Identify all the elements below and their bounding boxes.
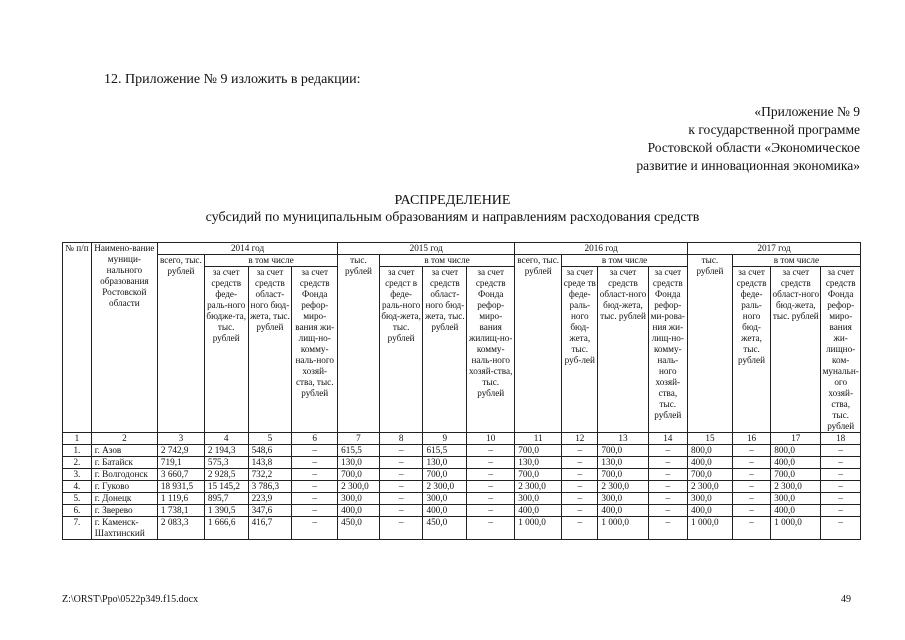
value-cell: – [648,481,688,493]
header-fund: за счет средств Фонда рефор-ми-рова-ния жи-лищ-но-комму-наль-ного хозяй-ства, тыс. рублей [648,267,688,433]
value-cell: 18 931,5 [157,481,204,493]
municipality-name: г. Азов [91,445,157,457]
value-cell: 1 000,0 [688,517,733,540]
header-year: 2017 год [688,243,861,255]
value-cell: 615,5 [423,445,467,457]
column-number: 13 [598,433,648,445]
value-cell: 130,0 [515,457,562,469]
value-cell: 300,0 [338,493,380,505]
value-cell: 700,0 [515,445,562,457]
municipality-name: г. Каменск-Шахтинский [91,517,157,540]
header-incl: в том числе [562,255,688,267]
value-cell: – [821,505,861,517]
value-cell: – [379,493,423,505]
table-row [63,445,861,457]
table-row [63,493,861,505]
table-row [63,517,861,540]
value-cell: 575,3 [204,457,248,469]
column-number: 9 [423,433,467,445]
value-cell: 895,7 [204,493,248,505]
column-number: 18 [821,433,861,445]
header-row-years [63,243,861,255]
value-cell: 450,0 [338,517,380,540]
annex-line-4: развитие и инновационная экономика» [636,158,860,173]
value-cell: 400,0 [598,505,648,517]
value-cell: – [562,493,598,505]
row-number: 6. [63,505,92,517]
value-cell: – [732,469,770,481]
value-cell: 2 300,0 [771,481,821,493]
row-number: 5. [63,493,92,505]
value-cell: – [379,469,423,481]
value-cell: 2 083,3 [157,517,204,540]
value-cell: – [467,493,515,505]
value-cell: – [292,517,338,540]
value-cell: 300,0 [423,493,467,505]
value-cell: 700,0 [338,469,380,481]
value-cell: – [467,469,515,481]
header-total: всего, тыс. рублей [157,255,204,433]
column-number: 12 [562,433,598,445]
value-cell: – [379,481,423,493]
column-number: 16 [732,433,770,445]
value-cell: 130,0 [598,457,648,469]
header-fund: за счет средств Фонда рефор-миро-вания жилищ-но-комму-наль-ного хозяй-ства, тыс. рублей [467,267,515,433]
header-regional: за счет средств област-ного бюд-жета, тыс. рублей [248,267,292,433]
value-cell: 400,0 [771,505,821,517]
value-cell: – [821,481,861,493]
value-cell: – [379,505,423,517]
column-number: 5 [248,433,292,445]
page-number: 49 [841,594,851,605]
annex-line-1: «Приложение № 9 [754,104,860,119]
value-cell: – [467,445,515,457]
document-title: РАСПРЕДЕЛЕНИЕ [394,193,511,208]
value-cell: – [379,445,423,457]
header-year: 2016 год [515,243,688,255]
value-cell: – [292,445,338,457]
value-cell: 719,1 [157,457,204,469]
value-cell: – [821,445,861,457]
header-name: Наимено-вание муници-нального образования Ростовской области [91,243,157,433]
row-number: 3. [63,469,92,481]
column-number-row [63,433,861,445]
subsidy-table [62,242,861,540]
header-federal: за счет средств феде-раль-ного бюд-жета, тыс. рублей [732,267,770,433]
header-regional: за счет средств област-ного бюд-жета, тыс. рублей [598,267,648,433]
row-number: 7. [63,517,92,540]
value-cell: – [379,517,423,540]
value-cell: 400,0 [771,457,821,469]
value-cell: 2 300,0 [688,481,733,493]
value-cell: – [562,457,598,469]
value-cell: 800,0 [688,445,733,457]
value-cell: 300,0 [598,493,648,505]
value-cell: – [292,457,338,469]
header-incl: в том числе [732,255,860,267]
value-cell: 2 300,0 [515,481,562,493]
intro-text: 12. Приложение № 9 изложить в редакции: [104,72,361,87]
value-cell: – [648,445,688,457]
value-cell: – [562,469,598,481]
table-row [63,505,861,517]
row-number: 4. [63,481,92,493]
value-cell: 400,0 [688,457,733,469]
header-year: 2014 год [157,243,337,255]
value-cell: 130,0 [423,457,467,469]
value-cell: 300,0 [515,493,562,505]
column-number: 8 [379,433,423,445]
header-total: тыс. рублей [688,255,733,433]
value-cell: 1 000,0 [598,517,648,540]
header-federal: за счет средст в феде-раль-ного бюд-жета, тыс. рублей [379,267,423,433]
value-cell: – [648,517,688,540]
value-cell: – [821,457,861,469]
value-cell: 1 738,1 [157,505,204,517]
value-cell: 1 390,5 [204,505,248,517]
column-number: 2 [91,433,157,445]
value-cell: 3 660,7 [157,469,204,481]
column-number: 1 [63,433,92,445]
table-row [63,481,861,493]
value-cell: 300,0 [771,493,821,505]
value-cell: 15 145,2 [204,481,248,493]
value-cell: – [562,505,598,517]
value-cell: 2 194,3 [204,445,248,457]
column-number: 10 [467,433,515,445]
value-cell: 2 300,0 [598,481,648,493]
municipality-name: г. Донецк [91,493,157,505]
value-cell: 700,0 [423,469,467,481]
value-cell: – [467,505,515,517]
file-path: Z:\ORST\Ppo\0522p349.f15.docx [62,594,199,605]
value-cell: 700,0 [598,445,648,457]
value-cell: – [648,493,688,505]
value-cell: – [292,493,338,505]
value-cell: 400,0 [338,505,380,517]
header-regional: за счет средств област-ного бюд-жета, тыс. рублей [423,267,467,433]
value-cell: – [292,505,338,517]
value-cell: 130,0 [338,457,380,469]
header-incl: в том числе [204,255,337,267]
header-row-groups [63,255,861,267]
value-cell: – [732,493,770,505]
value-cell: 400,0 [515,505,562,517]
value-cell: 2 300,0 [338,481,380,493]
value-cell: – [467,457,515,469]
value-cell: – [821,517,861,540]
value-cell: 450,0 [423,517,467,540]
column-number: 6 [292,433,338,445]
value-cell: 300,0 [688,493,733,505]
value-cell: – [732,517,770,540]
value-cell: – [821,493,861,505]
value-cell: – [292,469,338,481]
value-cell: 1 000,0 [515,517,562,540]
value-cell: 2 928,5 [204,469,248,481]
header-total: тыс. рублей [338,255,380,433]
header-incl: в том числе [379,255,514,267]
row-number: 2. [63,457,92,469]
value-cell: 615,5 [338,445,380,457]
value-cell: 800,0 [771,445,821,457]
value-cell: – [467,481,515,493]
header-num: № п/п [63,243,92,433]
value-cell: 732,2 [248,469,292,481]
column-number: 4 [204,433,248,445]
column-number: 7 [338,433,380,445]
column-number: 14 [648,433,688,445]
table-row [63,469,861,481]
value-cell: – [732,445,770,457]
value-cell: – [648,457,688,469]
value-cell: – [821,469,861,481]
annex-heading [636,103,860,175]
value-cell: – [648,469,688,481]
municipality-name: г. Батайск [91,457,157,469]
municipality-name: г. Зверево [91,505,157,517]
column-number: 3 [157,433,204,445]
header-fund: за счет средств Фонда рефор-миро-вания жи-лищ-но-комму-наль-ного хозяй-ства, тыс. рублей [292,267,338,433]
value-cell: – [732,505,770,517]
municipality-name: г. Волгодонск [91,469,157,481]
value-cell: 548,6 [248,445,292,457]
value-cell: 700,0 [515,469,562,481]
value-cell: – [732,457,770,469]
header-regional: за счет средств област-ного бюд-жета, тыс. рублей [771,267,821,433]
value-cell: – [467,517,515,540]
value-cell: 400,0 [423,505,467,517]
municipality-name: г. Гуково [91,481,157,493]
value-cell: – [732,481,770,493]
table-row [63,457,861,469]
value-cell: 700,0 [598,469,648,481]
value-cell: 1 666,6 [204,517,248,540]
value-cell: 700,0 [771,469,821,481]
value-cell: 700,0 [688,469,733,481]
value-cell: 143,8 [248,457,292,469]
value-cell: 2 300,0 [423,481,467,493]
header-fund: за счет средств Фонда рефор-миро-вания жи-лищно-ком-мунальн-ого хозяй-ства, тыс. рублей [822,267,859,431]
value-cell: – [379,457,423,469]
value-cell: – [648,505,688,517]
header-total: всего, тыс. рублей [515,255,562,433]
value-cell: 400,0 [688,505,733,517]
value-cell: – [562,517,598,540]
value-cell: 223,9 [248,493,292,505]
column-number: 15 [688,433,733,445]
value-cell: – [562,445,598,457]
row-number: 1. [63,445,92,457]
value-cell: 416,7 [248,517,292,540]
annex-line-3: Ростовской области «Экономическое [647,140,860,155]
document-subtitle: субсидий по муниципальным образованиям и направлениям расходования средств [205,210,700,225]
value-cell: 1 000,0 [771,517,821,540]
column-number: 17 [771,433,821,445]
column-number: 11 [515,433,562,445]
value-cell: 1 119,6 [157,493,204,505]
value-cell: 3 786,3 [248,481,292,493]
value-cell: 347,6 [248,505,292,517]
value-cell: – [562,481,598,493]
value-cell: 2 742,9 [157,445,204,457]
header-federal: за счет средств феде-раль-ного бюдже-та, тыс. рублей [204,267,248,433]
annex-line-2: к государственной программе [688,122,860,137]
header-federal: за счет среде тв феде-раль-ного бюд-жета, тыс. руб-лей [562,267,598,433]
header-year: 2015 год [338,243,515,255]
value-cell: – [292,481,338,493]
